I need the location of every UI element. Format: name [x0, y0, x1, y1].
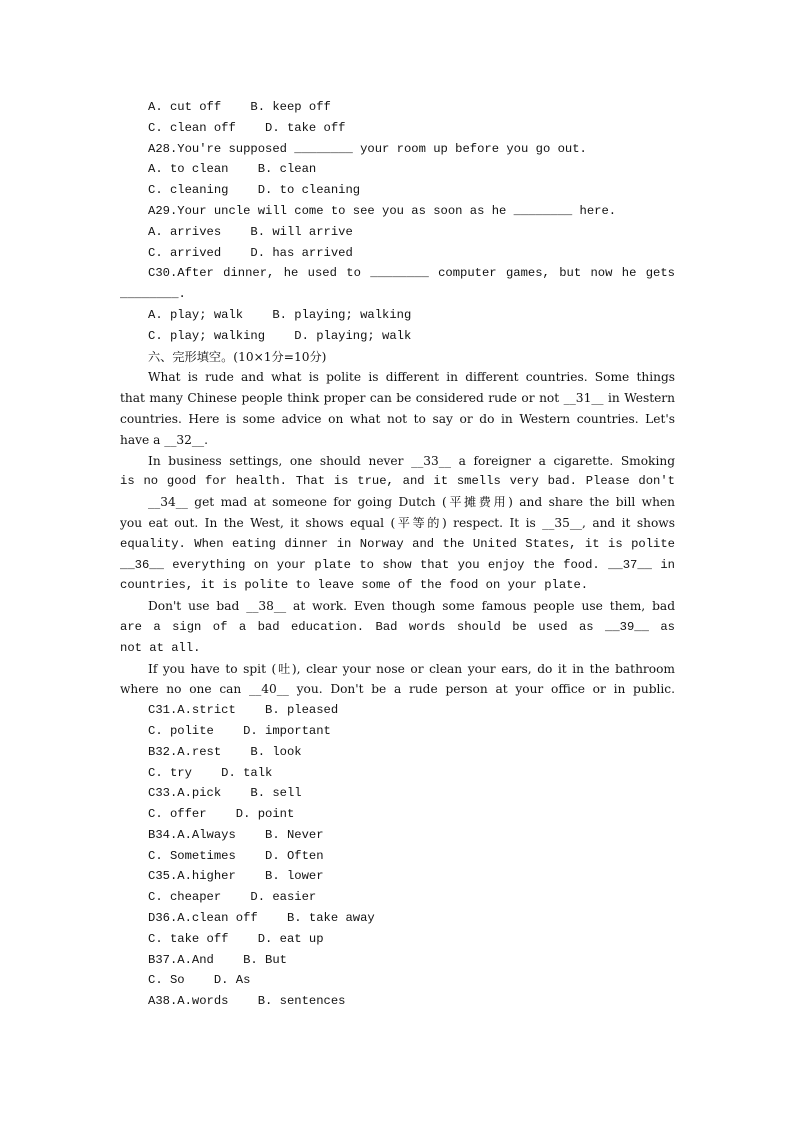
- option-line: B34.A.Always B. Never: [148, 827, 324, 842]
- option-line: B37.A.And B. But: [148, 952, 287, 967]
- text-line: C. arrived D. has arrived: [148, 245, 353, 260]
- text-line: C. cleaning D. to cleaning: [148, 183, 361, 198]
- option-line: C. So D. As: [148, 973, 251, 988]
- passage-line: have a __32__.: [120, 432, 208, 447]
- option-line: C31.A.strict B. pleased: [148, 703, 339, 718]
- text-line: C. clean off D. take off: [148, 120, 346, 135]
- passage-line: If you have to spit (吐), clear your nose or clean your ears, do it in the bathroom: [148, 661, 675, 676]
- passage-line: Don't use bad __38__ at work. Even though some famous people use them, bad: [148, 599, 675, 614]
- option-line: C35.A.higher B. lower: [148, 869, 324, 884]
- option-line: C. try D. talk: [148, 765, 273, 780]
- passage-line: countries. Here is some advice on what not to say or do in Western countries. Let's: [120, 411, 675, 426]
- option-line: A38.A.words B. sentences: [148, 994, 346, 1009]
- passage-line: __34__ get mad at someone for going Dutch (平摊费用) and share the bill when: [148, 495, 675, 510]
- option-line: D36.A.clean off B. take away: [148, 911, 375, 926]
- passage-line: In business settings, one should never __33__ a foreigner a cigarette. Smoking: [148, 453, 675, 468]
- question-29: A29.Your uncle will come to see you as soon as he ________ here.: [148, 203, 617, 218]
- option-line: C. take off D. eat up: [148, 931, 324, 946]
- question-28: A28.You're supposed ________ your room up before you go out.: [148, 141, 587, 156]
- option-line: C. offer D. point: [148, 807, 295, 822]
- passage-line: What is rude and what is polite is different in different countries. Some things: [148, 370, 675, 385]
- option-line: C. cheaper D. easier: [148, 890, 317, 905]
- text-line: C. play; walking D. playing; walk: [148, 328, 412, 343]
- option-line: C. polite D. important: [148, 723, 331, 738]
- passage-line: __36__ everything on your plate to show that you enjoy the food. __37__ in: [120, 557, 675, 572]
- passage-line: countries, it is polite to leave some of the food on your plate.: [120, 578, 589, 593]
- section-heading: 六、完形填空。(10×1分=10分): [148, 349, 327, 364]
- text-line: A. to clean B. clean: [148, 162, 317, 177]
- text-line: A. cut off B. keep off: [148, 100, 331, 114]
- passage-line: are a sign of a bad education. Bad words should be used as __39__ as: [120, 619, 675, 634]
- question-30: C30.After dinner, he used to ________ computer games, but now he gets: [148, 266, 675, 281]
- passage-line: that many Chinese people think proper can be considered rude or not __31__ in Western: [120, 391, 675, 406]
- option-line: C. Sometimes D. Often: [148, 848, 324, 863]
- passage-line: you eat out. In the West, it shows equal (平等的) respect. It is __35__, and it shows: [120, 515, 675, 530]
- option-line: C33.A.pick B. sell: [148, 786, 302, 801]
- passage-line: equality. When eating dinner in Norway and the United States, it is polite: [120, 536, 675, 551]
- text-line: ________.: [120, 287, 186, 302]
- document-page: [120, 97, 675, 1012]
- passage-line: is no good for health. That is true, and it smells very bad. Please don't: [120, 474, 675, 489]
- passage-line: not at all.: [120, 640, 201, 655]
- option-line: B32.A.rest B. look: [148, 744, 302, 759]
- text-line: A. arrives B. will arrive: [148, 224, 353, 239]
- text-line: A. play; walk B. playing; walking: [148, 307, 412, 322]
- passage-line: where no one can __40__ you. Don't be a rude person at your office or in public.: [120, 682, 675, 697]
